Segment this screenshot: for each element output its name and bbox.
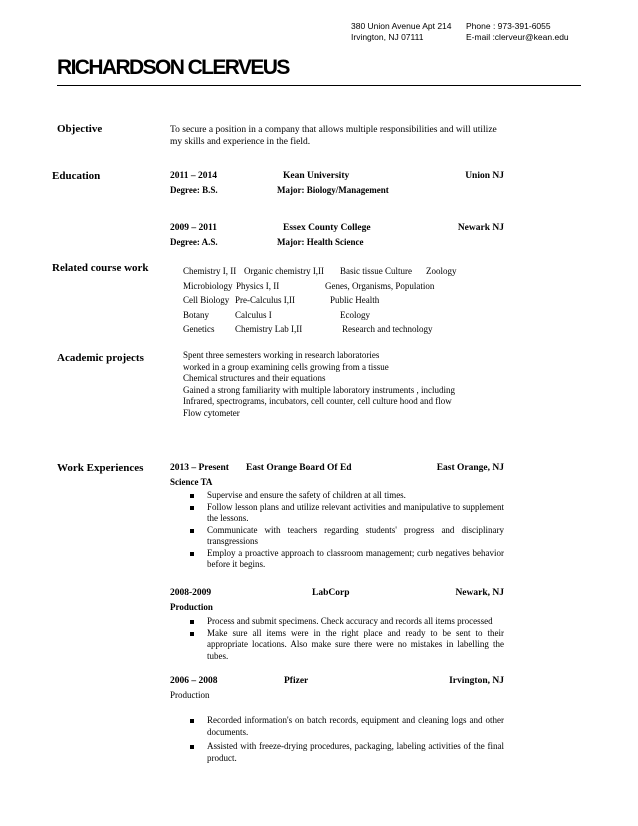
project-line: Chemical structures and their equations xyxy=(183,373,326,383)
edu-location: Union NJ xyxy=(465,171,504,181)
course: Research and technology xyxy=(342,324,433,334)
course: Physics I, II xyxy=(236,281,280,291)
job-location: East Orange, NJ xyxy=(436,463,504,473)
edu-degree: Degree: A.S. xyxy=(170,237,218,247)
list-item: Communicate with teachers regarding students' progress and disciplinary transgressions xyxy=(186,525,504,548)
email[interactable]: E-mail :clerveur@kean.edu xyxy=(466,32,569,42)
address-line-2: Irvington, NJ 07111 xyxy=(351,32,424,42)
applicant-name: RICHARDSON CLERVEUS xyxy=(57,56,289,79)
edu-location: Newark NJ xyxy=(457,223,504,233)
edu-school: Kean University xyxy=(283,171,350,181)
list-item: Assisted with freeze-drying procedures, packaging, labeling activities of the final product. xyxy=(186,741,504,764)
contact-info xyxy=(466,21,569,43)
projects-list xyxy=(183,350,455,419)
job-years: 2013 – Present xyxy=(170,463,229,473)
list-item: Employ a proactive approach to classroom management; curb negatives behavior before it begins. xyxy=(186,548,504,571)
address-line-1: 380 Union Avenue Apt 214 xyxy=(351,21,452,31)
list-item: Process and submit specimens. Check accuracy and records all items processed xyxy=(186,616,504,628)
job-employer: East Orange Board Of Ed xyxy=(246,463,352,473)
address xyxy=(351,21,452,43)
objective-text xyxy=(170,124,497,148)
course: Genes, Organisms, Population xyxy=(325,281,435,291)
project-line: Flow cytometer xyxy=(183,407,240,418)
work-heading: Work Experiences xyxy=(57,462,144,474)
job-title: Science TA xyxy=(170,477,213,487)
list-item: Follow lesson plans and utilize relevant activities and manipulative to supplement the lessons. xyxy=(186,502,504,525)
job-duties xyxy=(186,616,504,662)
job-location: Newark, NJ xyxy=(455,588,504,598)
objective-line: To secure a position in a company that allows multiple responsibilities and will utilize xyxy=(170,125,497,135)
course: Chemistry Lab I,II xyxy=(235,324,303,334)
edu-school: Essex County College xyxy=(283,223,371,233)
course: Zoology xyxy=(426,266,457,276)
courses-heading: Related course work xyxy=(52,262,149,274)
course: Public Health xyxy=(330,295,380,305)
projects-heading: Academic projects xyxy=(57,352,144,364)
edu-years: 2011 – 2014 xyxy=(170,171,217,181)
list-item: Make sure all items were in the right place and ready to be sent to their appropriate locations. Also make sure there were no mistakes in labelling the tubes. xyxy=(186,628,504,663)
project-line: Gained a strong familiarity with multiple laboratory instruments , including xyxy=(183,384,455,395)
course: Cell Biology xyxy=(183,295,230,305)
list-item: Supervise and ensure the safety of children at all times. xyxy=(186,490,504,502)
job-years: 2006 – 2008 xyxy=(170,676,218,686)
job-title: Production xyxy=(170,602,213,612)
job-employer: LabCorp xyxy=(312,588,350,598)
header-divider xyxy=(57,85,581,86)
edu-major: Major: Biology/Management xyxy=(277,185,389,195)
edu-major: Major: Health Science xyxy=(277,237,364,247)
course: Ecology xyxy=(340,310,370,320)
job-employer: Pfizer xyxy=(284,676,309,686)
course: Microbiology xyxy=(183,281,233,291)
course: Botany xyxy=(183,310,209,320)
project-line: worked in a group examining cells growing from a tissue xyxy=(183,361,389,372)
phone: Phone : 973-391-6055 xyxy=(466,21,551,31)
job-years: 2008-2009 xyxy=(170,588,212,598)
course: Genetics xyxy=(183,324,215,334)
course: Pre-Calculus I,II xyxy=(235,295,295,305)
job-duties xyxy=(186,715,504,764)
edu-degree: Degree: B.S. xyxy=(170,185,218,195)
education-heading: Education xyxy=(52,170,101,182)
objective-line: my skills and experience in the field. xyxy=(170,137,311,147)
job-location: Irvington, NJ xyxy=(449,676,504,686)
list-item: Recorded information's on batch records, equipment and cleaning logs and other documents. xyxy=(186,715,504,738)
job-duties xyxy=(186,490,504,571)
course: Organic chemistry I,II xyxy=(244,266,325,276)
project-line: Spent three semesters working in research laboratories xyxy=(183,350,380,360)
edu-years: 2009 – 2011 xyxy=(170,223,217,233)
job-title: Production xyxy=(170,690,210,700)
course: Calculus I xyxy=(235,310,272,320)
course: Chemistry I, II xyxy=(183,266,237,276)
project-line: Infrared, spectrograms, incubators, cell counter, cell culture hood and flow xyxy=(183,396,452,406)
course: Basic tissue Culture xyxy=(340,266,412,276)
objective-heading: Objective xyxy=(57,123,103,135)
